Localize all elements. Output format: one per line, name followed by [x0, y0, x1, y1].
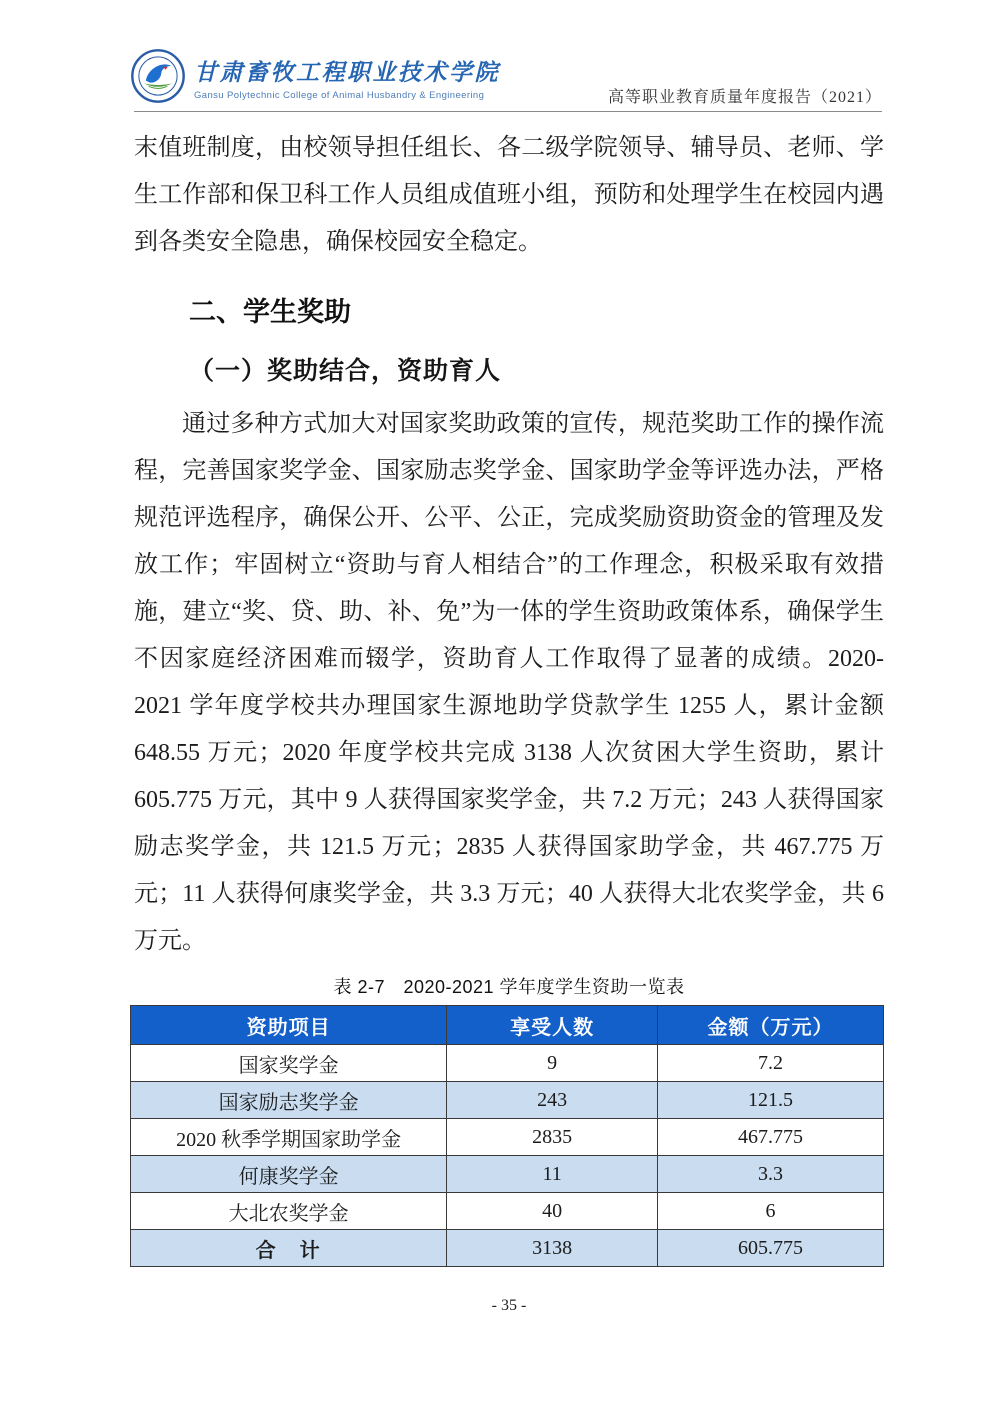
school-emblem-icon	[130, 48, 186, 104]
cell-recipients: 11	[447, 1156, 658, 1193]
cell-project: 国家励志奖学金	[131, 1082, 447, 1119]
cell-recipients: 243	[447, 1082, 658, 1119]
col-header-recipients: 享受人数	[447, 1006, 658, 1045]
page-number: - 35 -	[491, 1297, 527, 1314]
cell-total-recipients: 3138	[447, 1230, 658, 1267]
paragraph-main: 通过多种方式加大对国家奖助政策的宣传，规范奖助工作的操作流程，完善国家奖学金、国家励志奖学金、国家助学金等评选办法，严格规范评选程序，确保公开、公平、公正，完成奖励资助资金的管理及发放工作；牢固树立“资助与育人相结合”的工作理念，积极采取有效措施，建立“奖、贷、助、补、免”为一体的学生资助政策体系，确保学生不因家庭经济困难而辍学，资助育人工作取得了显著的成绩。2020-2021 学年度学校共办理国家生源地助学贷款学生 1255 人，累计金额 648.55 万元；2020 年度学校共完成 3138 人次贫困大学生资助，累计 605.775 万元，其中 9 人获得国家奖学金，共 7.2 万元；243 人获得国家励志奖学金，共 121.5 万元；2835 人获得国家助学金，共 467.775 万元；11 人获得何康奖学金，共 3.3 万元；40 人获得大北农奖学金，共 6 万元。	[134, 411, 884, 954]
subsection-heading: （一）奖助结合，资助育人	[189, 358, 502, 385]
table-row	[131, 1156, 884, 1193]
cell-project: 国家奖学金	[131, 1045, 447, 1082]
page-header	[134, 46, 882, 112]
cell-total-amount: 605.775	[658, 1230, 884, 1267]
report-title: 高等职业教育质量年度报告（2021）	[607, 89, 882, 106]
col-header-amount: 金额（万元）	[658, 1006, 884, 1045]
cell-recipients: 2835	[447, 1119, 658, 1156]
table-caption: 表 2-7 2020-2021 学年度学生资助一览表	[333, 977, 685, 997]
cell-recipients: 40	[447, 1193, 658, 1230]
school-name-block	[194, 48, 500, 101]
table-total-row	[131, 1230, 884, 1267]
cell-amount: 3.3	[658, 1156, 884, 1193]
col-header-project: 资助项目	[131, 1006, 447, 1045]
school-name-zh: 甘肃畜牧工程职业技术学院	[194, 60, 500, 85]
cell-project: 大北农奖学金	[131, 1193, 447, 1230]
page-content	[134, 113, 884, 1267]
paragraph-continuation: 末值班制度，由校领导担任组长、各二级学院领导、辅导员、老师、学生工作部和保卫科工作人员组成值班小组，预防和处理学生在校园内遇到各类安全隐患，确保校园安全稳定。	[134, 135, 884, 255]
cell-amount: 467.775	[658, 1119, 884, 1156]
cell-project: 2020 秋季学期国家助学金	[131, 1119, 447, 1156]
school-name-en: Gansu Polytechnic College of Animal Husbandry & Engineering	[194, 90, 485, 101]
table-header-row	[131, 1006, 884, 1045]
cell-project: 何康奖学金	[131, 1156, 447, 1193]
cell-recipients: 9	[447, 1045, 658, 1082]
school-logo	[130, 48, 500, 104]
cell-amount: 6	[658, 1193, 884, 1230]
table-row	[131, 1082, 884, 1119]
student-aid-table	[130, 1005, 884, 1267]
table-row	[131, 1193, 884, 1230]
table-row	[131, 1119, 884, 1156]
table-row	[131, 1045, 884, 1082]
section-heading: 二、学生奖助	[189, 297, 351, 327]
cell-amount: 7.2	[658, 1045, 884, 1082]
cell-total-label: 合 计	[131, 1230, 447, 1267]
cell-amount: 121.5	[658, 1082, 884, 1119]
